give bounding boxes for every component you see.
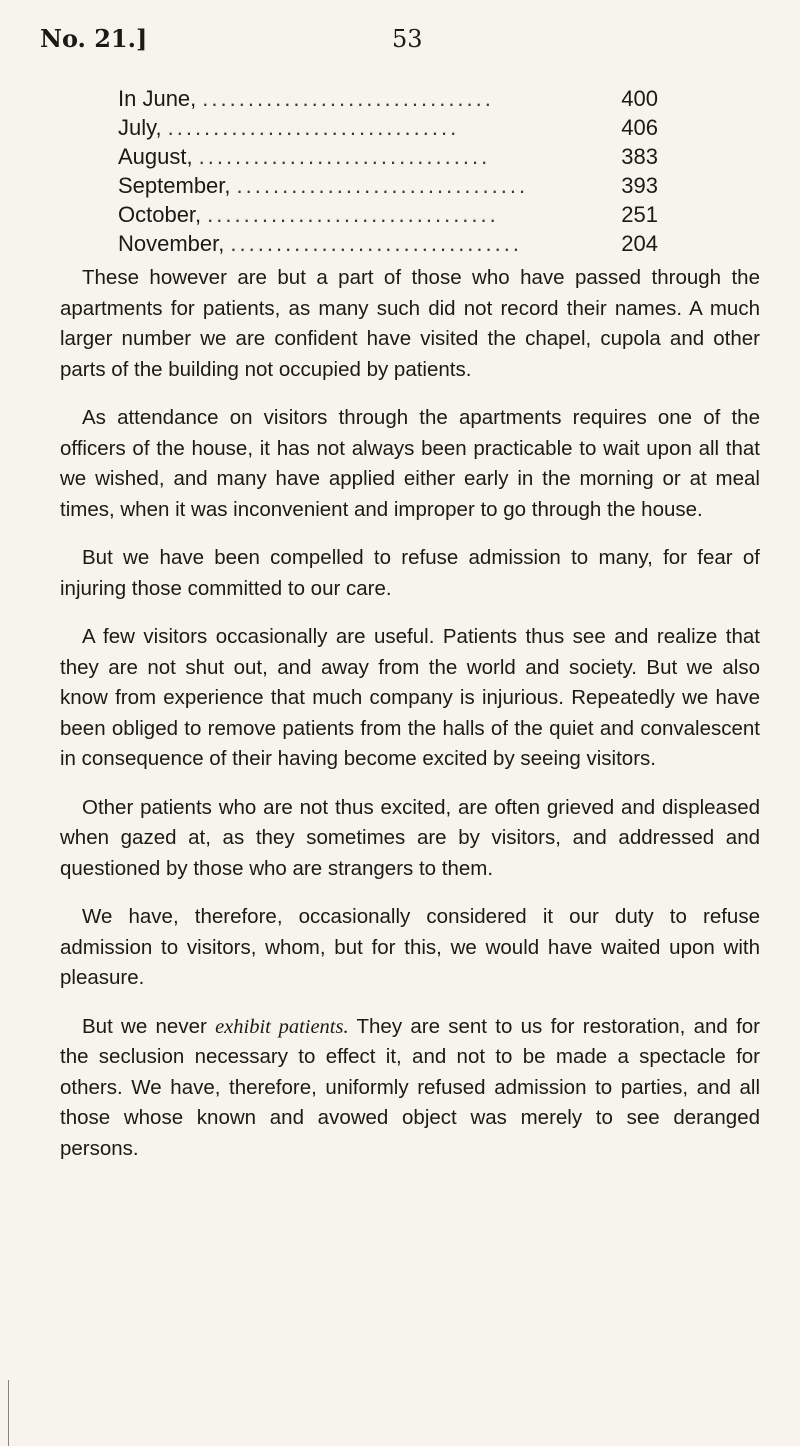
list-item [118, 231, 658, 260]
dot-leader: ................................ [207, 202, 499, 227]
list-item [118, 115, 658, 144]
list-item [118, 144, 658, 173]
visitor-count: 406 [621, 115, 658, 140]
visitor-count: 383 [621, 144, 658, 169]
paragraph: We have, therefore, occasionally considered it our duty to refuse admission to visitors, whom, but for this, we would have waited upon with pleasure. [60, 905, 760, 989]
visitor-count: 400 [621, 86, 658, 111]
text-run: But we never [82, 1014, 216, 1038]
month-label: September, [118, 173, 231, 198]
month-label: August, [118, 144, 193, 169]
paragraph: These however are but a part of those who have passed through the apartments for patients, as many such did not record their names. A much larger number we are confident have visited the chapel, cupola and other parts of the building not occupied by patients. [60, 266, 760, 381]
page-number: 53 [392, 25, 423, 53]
paragraph: Other patients who are not thus excited, are often grieved and displeased when gazed at, as they sometimes are by visitors, and addressed and questioned by those who are strangers to them. [60, 795, 760, 880]
visitor-count: 204 [621, 231, 658, 256]
month-label: October, [118, 202, 202, 227]
report-number: No. 21.] [40, 24, 148, 53]
margin-rule [8, 1380, 9, 1446]
dot-leader: ................................ [167, 115, 460, 140]
italic-emphasis: exhibit patients. [215, 1015, 349, 1038]
text-run: They are sent to us for restoration, and for the seclusion necessary to effect it, and not to be made a spectacle for others. We have, therefore, uniformly refused admission to parties, and all those whose known and avowed object was merely to see deranged persons. [60, 1014, 760, 1160]
list-item [118, 202, 658, 231]
paragraph: A few visitors occasionally are useful. Patients thus see and realize that they are not shut out, and away from the world and society. But we also know from experience that much company is injurious. Repeatedly we have been obliged to remove patients from the halls of the quiet and convalescent in consequence of their having become excited by seeing visitors. [60, 625, 760, 770]
paragraph: As attendance on visitors through the apartments requires one of the officers of the house, it has not always been practicable to wait upon all that we wished, and many have applied either early in the morning or at meal times, when it was inconvenient and improper to go through the house. [60, 406, 760, 521]
monthly-visitor-list [118, 86, 658, 260]
dot-leader: ................................ [198, 144, 491, 169]
list-item [118, 86, 658, 115]
month-label: November, [118, 231, 225, 256]
month-label: July, [118, 115, 162, 140]
visitor-count: 251 [621, 202, 658, 227]
paragraph: But we have been compelled to refuse admission to many, for fear of injuring those committed to our care. [60, 546, 760, 600]
dot-leader: ................................ [202, 86, 494, 111]
paragraph-final [60, 1012, 760, 1165]
month-label: In June, [118, 86, 197, 111]
visitor-count: 393 [621, 173, 658, 198]
list-item [118, 173, 658, 202]
body-text [60, 263, 760, 1182]
dot-leader: ................................ [236, 173, 529, 198]
dot-leader: ................................ [230, 231, 522, 256]
